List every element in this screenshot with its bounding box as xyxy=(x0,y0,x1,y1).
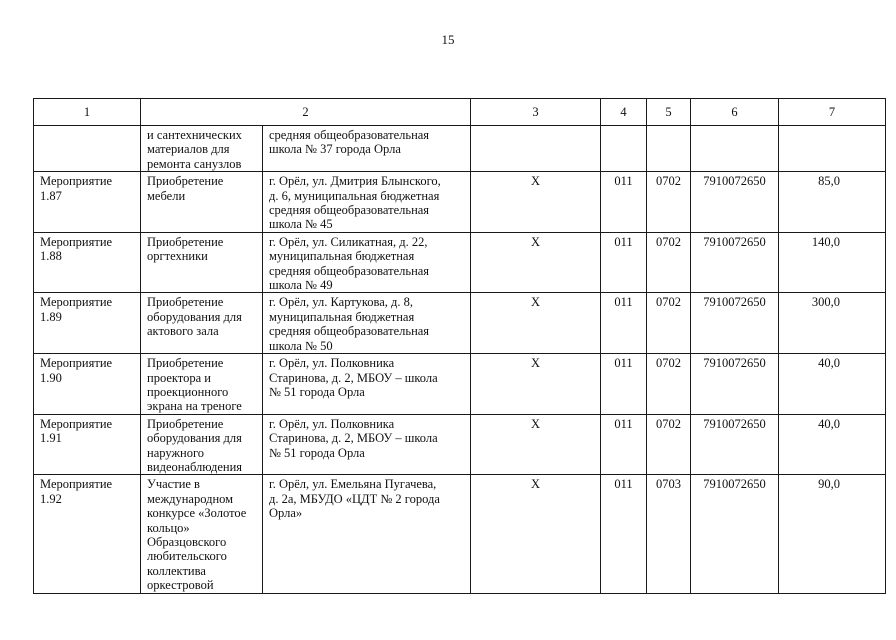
col6-value: 7910072650 xyxy=(691,414,779,475)
table-row xyxy=(34,475,886,593)
col5-value xyxy=(647,126,691,172)
col3-value: X xyxy=(471,414,601,475)
table-row xyxy=(34,172,886,233)
col6-value xyxy=(691,126,779,172)
col5-value: 0702 xyxy=(647,172,691,233)
event-name: Приобретение оборудования для актового зала xyxy=(141,293,263,354)
event-label: Мероприятие 1.87 xyxy=(34,172,141,233)
col7-amount: 85,0 xyxy=(779,172,886,233)
col4-value xyxy=(601,126,647,172)
col3-value: X xyxy=(471,293,601,354)
col6-value: 7910072650 xyxy=(691,475,779,593)
table-row xyxy=(34,414,886,475)
col6-value: 7910072650 xyxy=(691,172,779,233)
col7-amount: 140,0 xyxy=(779,232,886,293)
col7-amount: 40,0 xyxy=(779,354,886,415)
table-row xyxy=(34,354,886,415)
col6-value: 7910072650 xyxy=(691,354,779,415)
header-cell-7: 7 xyxy=(779,99,886,126)
header-cell-2: 2 xyxy=(141,99,471,126)
event-address: г. Орёл, ул. Полковника Старинова, д. 2, МБОУ – школа № 51 города Орла xyxy=(263,354,471,415)
col6-value: 7910072650 xyxy=(691,232,779,293)
col4-value: 011 xyxy=(601,354,647,415)
col5-value: 0702 xyxy=(647,414,691,475)
event-address: г. Орёл, ул. Полковника Старинова, д. 2, МБОУ – школа № 51 города Орла xyxy=(263,414,471,475)
event-label: Мероприятие 1.92 xyxy=(34,475,141,593)
event-label: Мероприятие 1.91 xyxy=(34,414,141,475)
page-number: 15 xyxy=(441,32,455,47)
col3-value: X xyxy=(471,475,601,593)
header-cell-1: 1 xyxy=(34,99,141,126)
event-label: Мероприятие 1.88 xyxy=(34,232,141,293)
event-label: Мероприятие 1.89 xyxy=(34,293,141,354)
col7-amount: 300,0 xyxy=(779,293,886,354)
header-cell-3: 3 xyxy=(471,99,601,126)
table-row xyxy=(34,293,886,354)
event-address: г. Орёл, ул. Емельяна Пугачева, д. 2а, МБУДО «ЦДТ № 2 города Орла» xyxy=(263,475,471,593)
col5-value: 0702 xyxy=(647,354,691,415)
event-address: средняя общеобразовательная школа № 37 города Орла xyxy=(263,126,471,172)
col3-value: X xyxy=(471,232,601,293)
table-header-row xyxy=(34,99,886,126)
col5-value: 0703 xyxy=(647,475,691,593)
col4-value: 011 xyxy=(601,293,647,354)
col6-value: 7910072650 xyxy=(691,293,779,354)
event-name: и сантехнических материалов для ремонта санузлов xyxy=(141,126,263,172)
event-label: Мероприятие 1.90 xyxy=(34,354,141,415)
header-cell-5: 5 xyxy=(647,99,691,126)
col7-amount: 90,0 xyxy=(779,475,886,593)
event-name: Приобретение мебели xyxy=(141,172,263,233)
col5-value: 0702 xyxy=(647,293,691,354)
col3-value: X xyxy=(471,172,601,233)
event-address: г. Орёл, ул. Картукова, д. 8, муниципальная бюджетная средняя общеобразовательная школа № 50 xyxy=(263,293,471,354)
header-cell-6: 6 xyxy=(691,99,779,126)
col3-value xyxy=(471,126,601,172)
event-name: Приобретение проектора и проекционного экрана на треноге xyxy=(141,354,263,415)
col7-amount: 40,0 xyxy=(779,414,886,475)
col4-value: 011 xyxy=(601,172,647,233)
col7-amount xyxy=(779,126,886,172)
table-row xyxy=(34,232,886,293)
event-name: Приобретение оргтехники xyxy=(141,232,263,293)
header-cell-4: 4 xyxy=(601,99,647,126)
col5-value: 0702 xyxy=(647,232,691,293)
col3-value: X xyxy=(471,354,601,415)
col4-value: 011 xyxy=(601,414,647,475)
col4-value: 011 xyxy=(601,232,647,293)
col4-value: 011 xyxy=(601,475,647,593)
budget-table xyxy=(33,98,886,594)
event-label xyxy=(34,126,141,172)
event-name: Приобретение оборудования для наружного видеонаблюдения xyxy=(141,414,263,475)
table-row xyxy=(34,126,886,172)
event-name: Участие в международном конкурсе «Золотое кольцо» Образцовского любительского коллектива оркестровой xyxy=(141,475,263,593)
event-address: г. Орёл, ул. Дмитрия Блынского, д. 6, муниципальная бюджетная средняя общеобразовательная школа № 45 xyxy=(263,172,471,233)
event-address: г. Орёл, ул. Силикатная, д. 22, муниципальная бюджетная средняя общеобразовательная школа № 49 xyxy=(263,232,471,293)
